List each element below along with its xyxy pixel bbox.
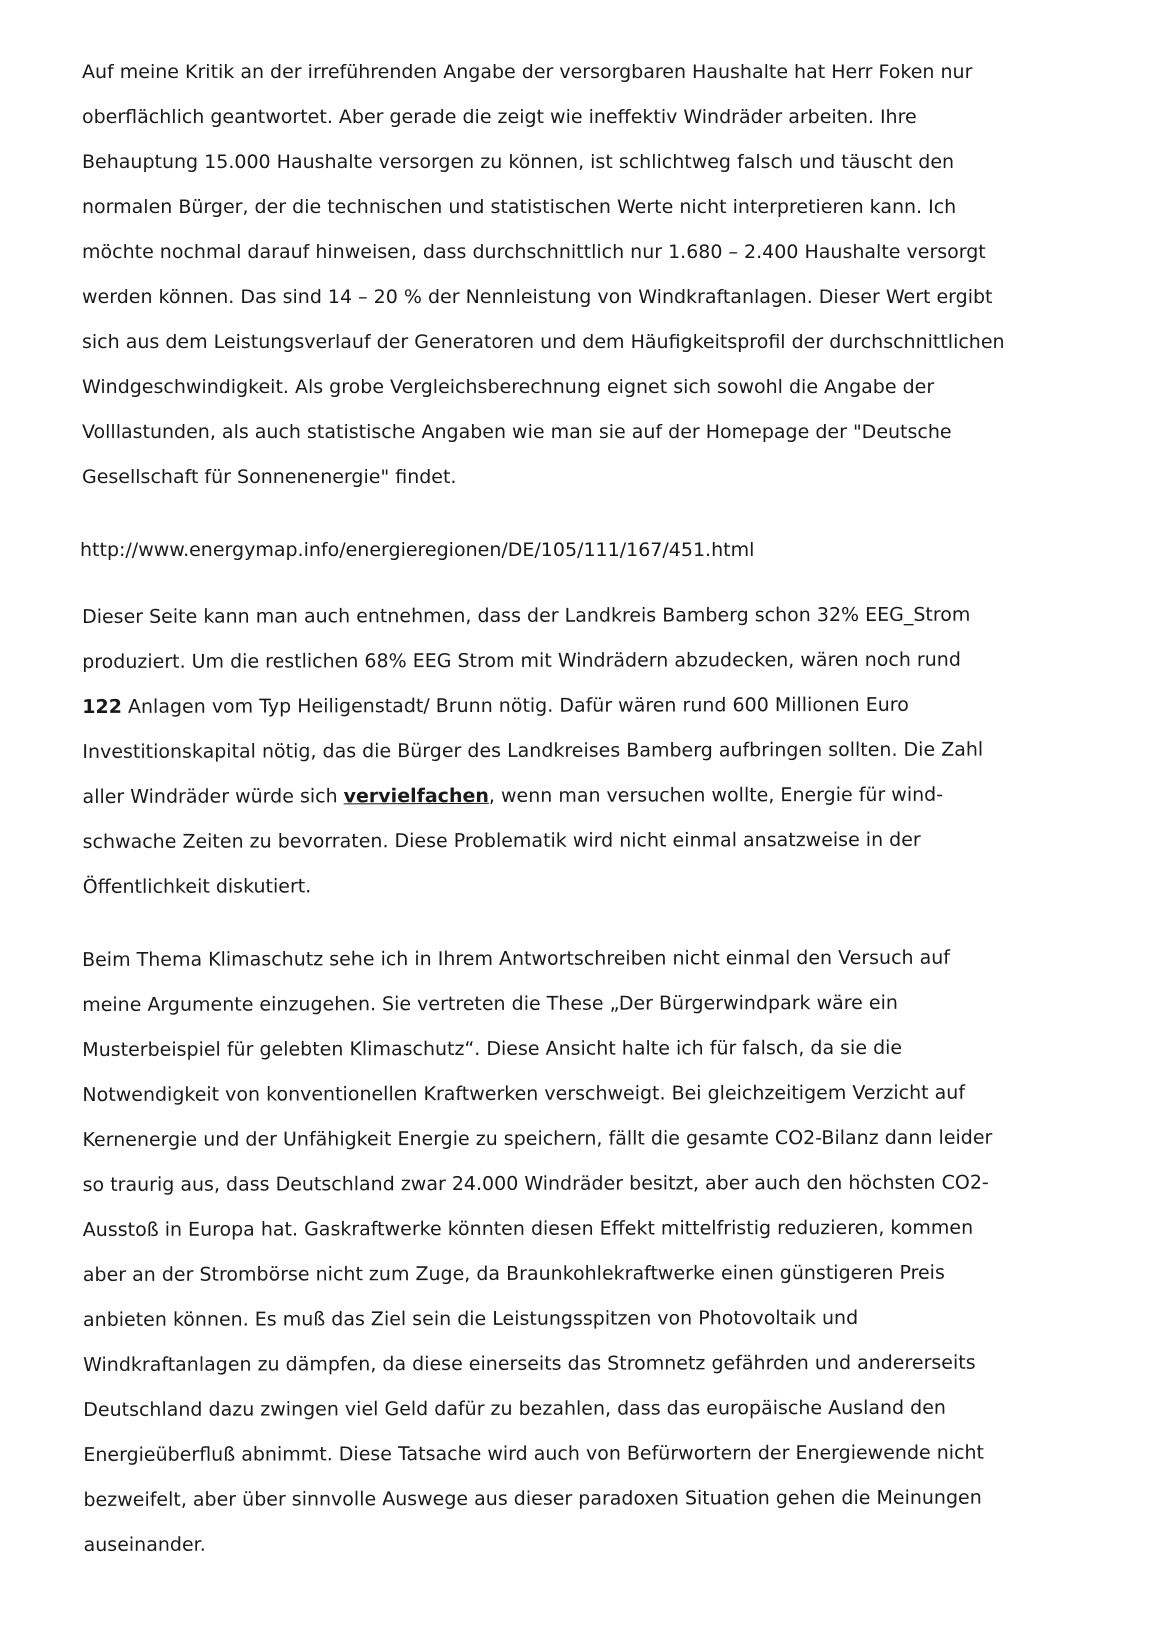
bold-turbine-count: 122 <box>82 695 122 718</box>
paragraph-bamberg <box>82 592 1073 910</box>
paragraph-bamberg-text-a: Dieser Seite kann man auch entnehmen, dass der Landkreis Bamberg schon 32% EEG_Strom produziert. Um die restlichen 68% EEG Strom mit Windrädern abzudecken, wären noch rund <box>82 603 971 673</box>
energymap-url: http://www.energymap.info/energieregionen/DE/105/111/167/451.html <box>80 539 755 561</box>
paragraph-households: Auf meine Kritik an der irreführenden Angabe der versorgbaren Haushalte hat Herr Foken nur oberflächlich geantwortet. Aber gerade die zeigt wie ineffektiv Windräder arbeiten. Ihre Behauptung 15.000 Haushalte versorgen zu können, ist schlichtweg falsch und täuscht den normalen Bürger, der die technischen und statistischen Werte nicht interpretieren kann. Ich möchte nochmal darauf hinweisen, dass durchschnittlich nur 1.680 – 2.400 Haushalte versorgt werden können. Das sind 14 – 20 % der Nennleistung von Windkraftanlagen. Dieser Wert ergibt sich aus dem Leistungsverlauf der Generatoren und dem Häufigkeitsprofil der durchschnittlichen Windgeschwindigkeit. Als grobe Vergleichsberechnung eignet sich sowohl die Angabe der Volllastunden, als auch statistische Angaben wie man sie auf der Homepage der "Deutsche Gesellschaft für Sonnenenergie" findet. <box>82 61 1005 488</box>
paragraph-climate-protection: Beim Thema Klimaschutz sehe ich in Ihrem Antwortschreiben nicht einmal den Versuch auf meine Argumente einzugehen. Sie vertreten die These „Der Bürgerwindpark wäre ein Musterbeispiel für gelebten Klimaschutz“. Diese Ansicht halte ich für falsch, da sie die Notwendigkeit von konventionellen Kraftwerken verschweigt. Bei gleichzeitigem Verzicht auf Kernenergie und der Unfähigkeit Energie zu speichern, fällt die gesamte CO2-Bilanz dann leider so traurig aus, dass Deutschland zwar 24.000 Windräder besitzt, aber auch den höchsten CO2- Ausstoß in Europa hat. Gaskraftwerke könnten diesen Effekt mittelfristig reduzieren, kommen aber an der Strombörse nicht zum Zuge, da Braunkohlekraftwerke einen günstigeren Preis anbieten können. Es muß das Ziel sein die Leistungsspitzen von Photovoltaik und Windkraftanlagen zu dämpfen, da diese einerseits das Stromnetz gefährden und andererseits Deutschland dazu zwingen viel Geld dafür zu bezahlen, dass das europäische Ausland den Energieüberfluß abnimmt. Diese Tatsache wird auch von Befürwortern der Energiewende nicht bezweifelt, aber über sinnvolle Auswege aus dieser paradoxen Situation gehen die Meinungen auseinander. <box>82 946 993 1556</box>
paragraph-bamberg-text-b: Anlagen vom Typ Heiligenstadt/ Brunn nötig. Dafür wären rund 600 Millionen Euro Investitionskapital nötig, das die Bürger des Landkreises Bamberg aufbringen sollten. Die Zahl aller Windräder würde sich <box>82 693 984 808</box>
paragraph-bamberg-text-c: , wenn man versuchen wollte, Energie für wind- schwache Zeiten zu bevorraten. Diese Problematik wird nicht einmal ansatzweise in der Öffentlichkeit diskutiert. <box>82 783 944 898</box>
emphasized-word: vervielfachen <box>343 784 489 808</box>
